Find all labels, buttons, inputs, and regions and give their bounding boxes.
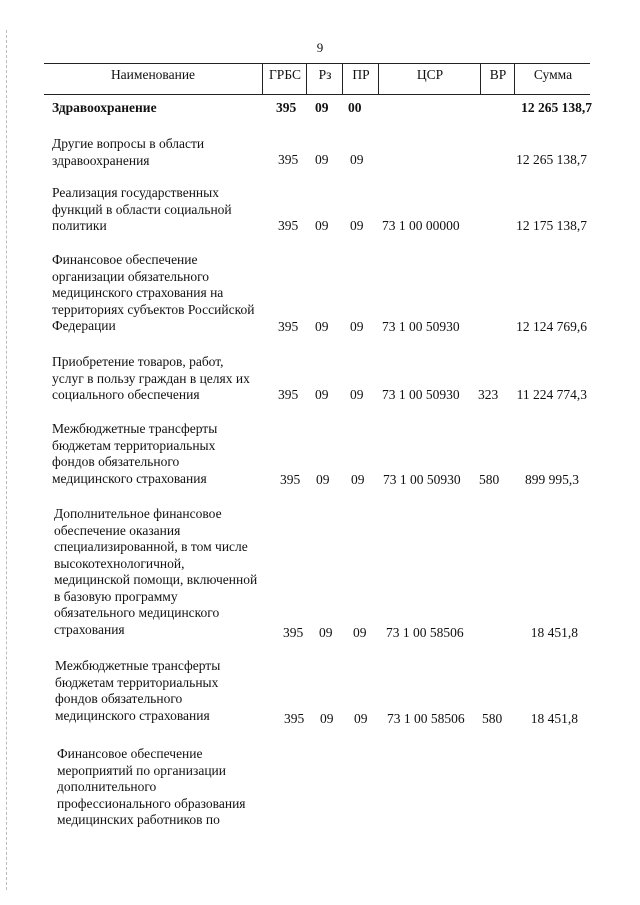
row-pr: 09 (351, 472, 365, 487)
header-sum: Сумма (514, 64, 591, 94)
row-name: Межбюджетные трансферты бюджетам территориальных фондов обязательного медицинского страхования (52, 421, 218, 486)
row-csr: 73 1 00 58506 (386, 625, 464, 640)
row-csr: 73 1 00 50930 (383, 472, 461, 487)
row-vr: 580 (479, 472, 500, 487)
row-pr: 00 (348, 100, 362, 115)
row-sum: 899 995,3 (525, 472, 579, 487)
table-row (0, 658, 640, 725)
row-pr: 09 (350, 218, 364, 233)
row-rz: 09 (315, 387, 329, 402)
row-csr: 73 1 00 58506 (387, 711, 465, 726)
row-vr: 323 (478, 387, 499, 402)
row-pr: 09 (350, 152, 364, 167)
row-name: Здравоохранение (52, 100, 157, 115)
row-rz: 09 (320, 711, 334, 726)
row-rz: 09 (315, 100, 329, 115)
row-sum: 12 265 138,7 (521, 100, 592, 115)
table-row (0, 100, 640, 120)
header-pr: ПР (342, 64, 379, 94)
row-sum: 12 124 769,6 (516, 319, 587, 334)
row-grbs: 395 (284, 711, 305, 726)
row-name: Другие вопросы в области здравоохранения (52, 136, 205, 168)
row-pr: 09 (350, 387, 364, 402)
header-grbs: ГРБС (262, 64, 307, 94)
row-sum: 11 224 774,3 (516, 387, 587, 402)
row-grbs: 395 (280, 472, 301, 487)
header-name: Наименование (110, 67, 196, 82)
table-row (0, 136, 640, 170)
row-rz: 09 (315, 152, 329, 167)
row-pr: 09 (353, 625, 367, 640)
row-rz: 09 (315, 218, 329, 233)
row-name: Финансовое обеспечение организации обязательного медицинского страхования на территориях субъектов Российской Федерации (52, 252, 255, 333)
row-sum: 12 265 138,7 (516, 152, 587, 167)
header-csr: ЦСР (378, 64, 481, 94)
row-grbs: 395 (278, 319, 299, 334)
table-row (0, 185, 640, 235)
row-grbs: 395 (278, 152, 299, 167)
row-rz: 09 (316, 472, 330, 487)
row-pr: 09 (354, 711, 368, 726)
row-name: Реализация государственных функций в области социальной политики (52, 185, 232, 233)
row-vr: 580 (482, 711, 503, 726)
row-csr: 73 1 00 50930 (382, 387, 460, 402)
row-name: Финансовое обеспечение мероприятий по организации дополнительного профессионального образования медицинских работников по (57, 746, 246, 827)
table-row (0, 421, 640, 488)
row-grbs: 395 (283, 625, 304, 640)
row-rz: 09 (315, 319, 329, 334)
row-csr: 73 1 00 50930 (382, 319, 460, 334)
row-sum: 18 451,8 (530, 625, 578, 640)
table-row (0, 354, 640, 404)
row-rz: 09 (319, 625, 333, 640)
row-grbs: 395 (278, 218, 299, 233)
row-pr: 09 (350, 319, 364, 334)
row-grbs: 395 (276, 100, 297, 115)
page-number: 9 (316, 40, 324, 55)
row-csr: 73 1 00 00000 (382, 218, 460, 233)
table-row (0, 252, 640, 336)
row-name: Дополнительное финансовое обеспечение оказания специализированной, в том числе высокотехнологичной, медицинской помощи, включенной в базовую программу обязательного медицинского страхования (54, 506, 258, 637)
row-sum: 18 451,8 (530, 711, 578, 726)
row-name: Приобретение товаров, работ, услуг в пользу граждан в целях их социального обеспечения (52, 354, 250, 402)
row-sum: 12 175 138,7 (516, 218, 587, 233)
table-row (0, 746, 640, 836)
table-row (0, 506, 640, 640)
table-header (44, 63, 590, 95)
row-name: Межбюджетные трансферты бюджетам территориальных фондов обязательного медицинского страхования (55, 658, 221, 723)
header-rz: Рз (306, 64, 343, 94)
header-vr: ВР (480, 64, 515, 94)
row-grbs: 395 (278, 387, 299, 402)
